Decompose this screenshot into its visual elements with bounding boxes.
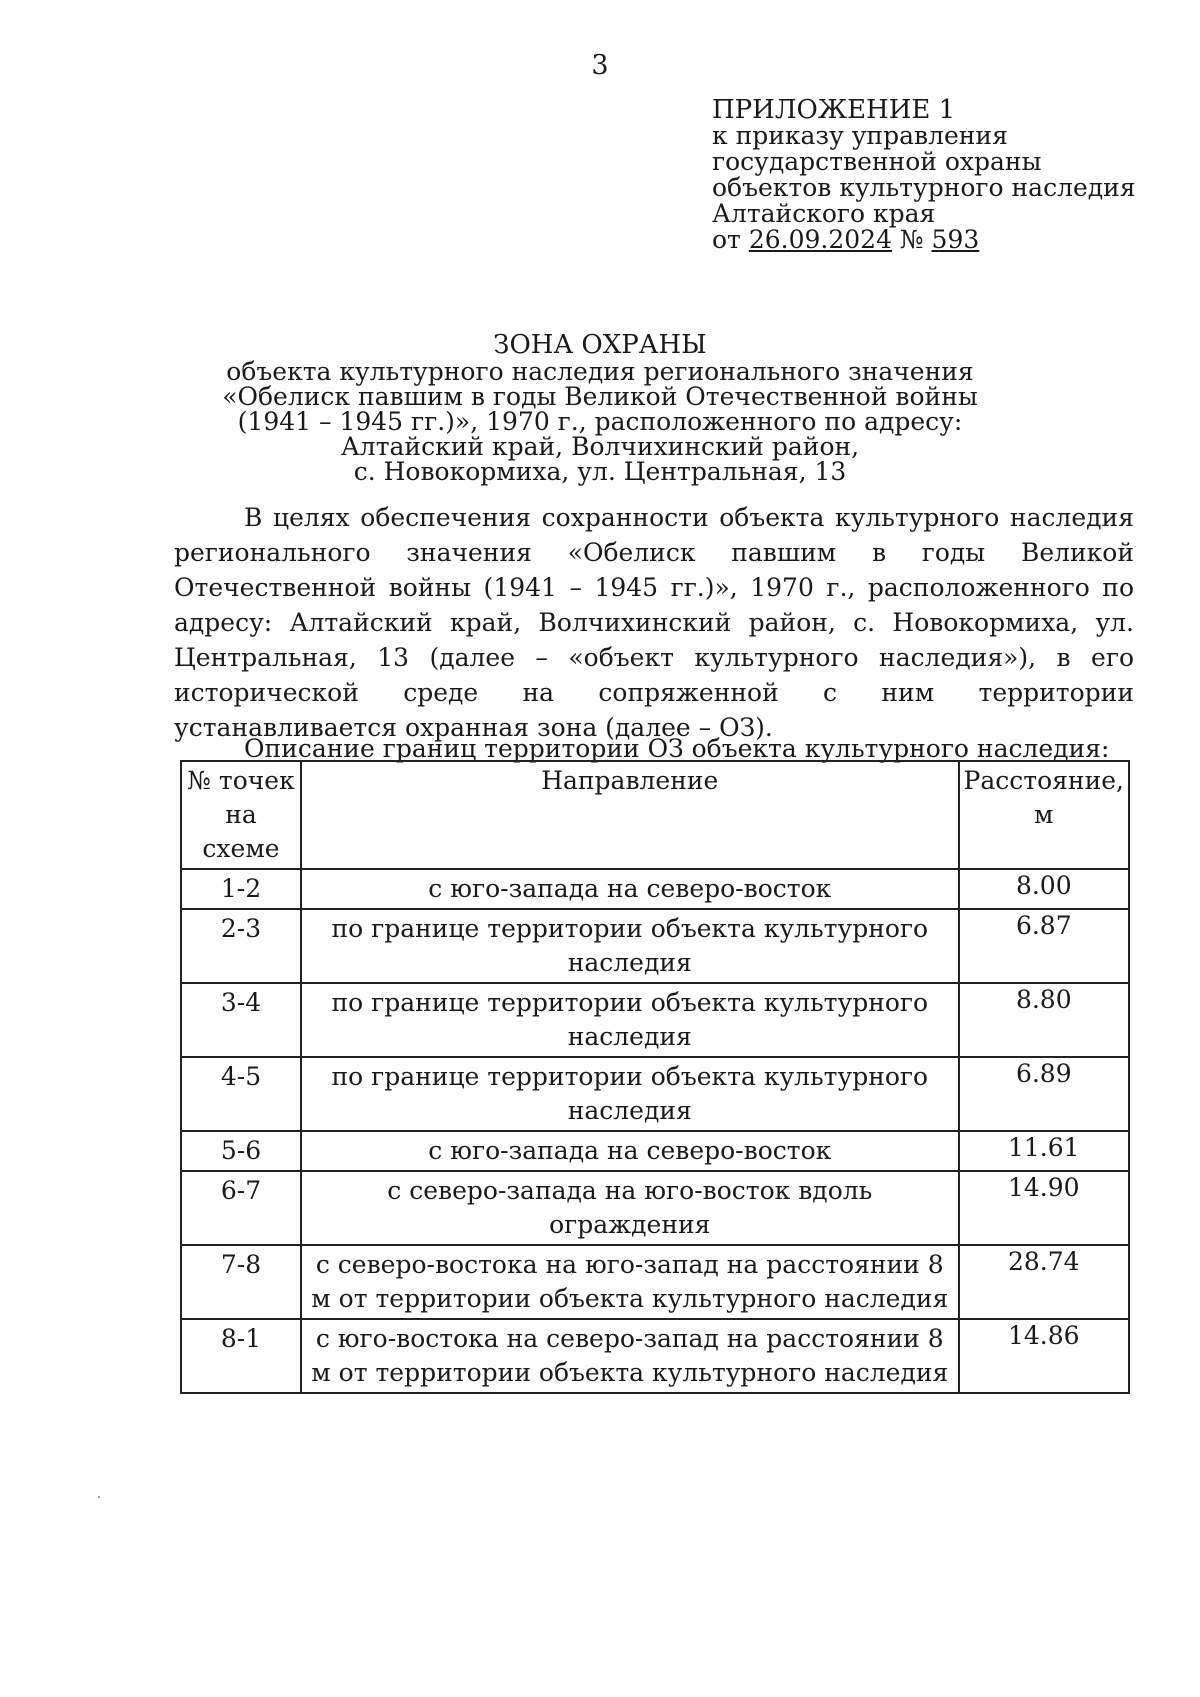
order-number: 593 <box>931 225 980 254</box>
table-row <box>181 983 1129 1057</box>
appendix-date-line <box>712 227 1136 253</box>
zone-title-line: с. Новокормиха, ул. Центральная, 13 <box>353 457 847 486</box>
cell-distance: 8.80 <box>959 983 1129 1057</box>
table-row <box>181 1245 1129 1319</box>
cell-direction: по границе территории объекта культурного наследия <box>301 1057 959 1131</box>
cell-direction: с северо-запада на юго-восток вдоль ограждения <box>301 1171 959 1245</box>
table-row <box>181 1171 1129 1245</box>
cell-distance: 28.74 <box>959 1245 1129 1319</box>
cell-distance: 11.61 <box>959 1131 1129 1171</box>
cell-direction: с юго-запада на северо-восток <box>301 1131 959 1171</box>
order-date: 26.09.2024 <box>748 225 892 254</box>
table-row <box>181 1057 1129 1131</box>
cell-distance: 8.00 <box>959 869 1129 909</box>
appendix-line: объектов культурного наследия <box>712 173 1136 202</box>
cell-direction: по границе территории объекта культурного наследия <box>301 909 959 983</box>
appendix-title: ПРИЛОЖЕНИЕ 1 <box>712 95 956 125</box>
appendix-header <box>712 97 1136 253</box>
header-distance: Расстояние, м <box>959 761 1129 869</box>
table-row <box>181 1319 1129 1393</box>
cell-direction: с юго-востока на северо-запад на расстоянии 8 м от территории объекта культурного наследия <box>301 1319 959 1393</box>
cell-distance: 6.87 <box>959 909 1129 983</box>
scan-speck <box>98 1496 100 1498</box>
cell-points: 3-4 <box>181 983 301 1057</box>
cell-direction: с северо-востока на юго-запад на расстоянии 8 м от территории объекта культурного наследия <box>301 1245 959 1319</box>
header-points: № точек на схеме <box>181 761 301 869</box>
number-prefix: № <box>891 225 932 254</box>
table-row <box>181 869 1129 909</box>
cell-distance: 14.90 <box>959 1171 1129 1245</box>
cell-points: 4-5 <box>181 1057 301 1131</box>
zone-title <box>0 330 1200 486</box>
cell-points: 6-7 <box>181 1171 301 1245</box>
cell-direction: с юго-запада на северо-восток <box>301 869 959 909</box>
zone-title-line: объекта культурного наследия регионального значения <box>226 357 974 386</box>
header-direction: Направление <box>301 761 959 869</box>
body-paragraph <box>174 500 1134 745</box>
cell-points: 8-1 <box>181 1319 301 1393</box>
table-caption: Описание границ территории ОЗ объекта культурного наследия: <box>244 734 1110 763</box>
cell-points: 2-3 <box>181 909 301 983</box>
cell-direction: по границе территории объекта культурного наследия <box>301 983 959 1057</box>
date-prefix: от <box>712 225 749 254</box>
zone-title-line: Алтайский край, Волчихинский район, <box>340 432 860 461</box>
zone-title-line: (1941 – 1945 гг.)», 1970 г., расположенного по адресу: <box>237 407 963 436</box>
appendix-line: государственной охраны <box>712 147 1042 176</box>
appendix-line: к приказу управления <box>712 121 1008 150</box>
cell-distance: 14.86 <box>959 1319 1129 1393</box>
cell-points: 5-6 <box>181 1131 301 1171</box>
boundaries-table <box>180 760 1130 1394</box>
table-row <box>181 1131 1129 1171</box>
table-header-row <box>181 761 1129 869</box>
zone-title-main: ЗОНА ОХРАНЫ <box>493 330 707 360</box>
cell-points: 7-8 <box>181 1245 301 1319</box>
page-number: 3 <box>591 50 609 81</box>
appendix-line: Алтайского края <box>712 199 936 228</box>
zone-title-line: «Обелиск павшим в годы Великой Отечественной войны <box>222 382 978 411</box>
body-text: В целях обеспечения сохранности объекта культурного наследия регионального значения «Обелиск павшим в годы Великой Отечественной войны (1941 – 1945 гг.)», 1970 г., расположенного по адресу: Алтайский край, Волчихинский район, с. Новокормиха, ул. Центральная, 13 (далее – «объект культурного наследия»), в его исторической среде на сопряженной с ним территории устанавливается охранная зона (далее – ОЗ). <box>174 503 1134 742</box>
cell-points: 1-2 <box>181 869 301 909</box>
table-row <box>181 909 1129 983</box>
cell-distance: 6.89 <box>959 1057 1129 1131</box>
